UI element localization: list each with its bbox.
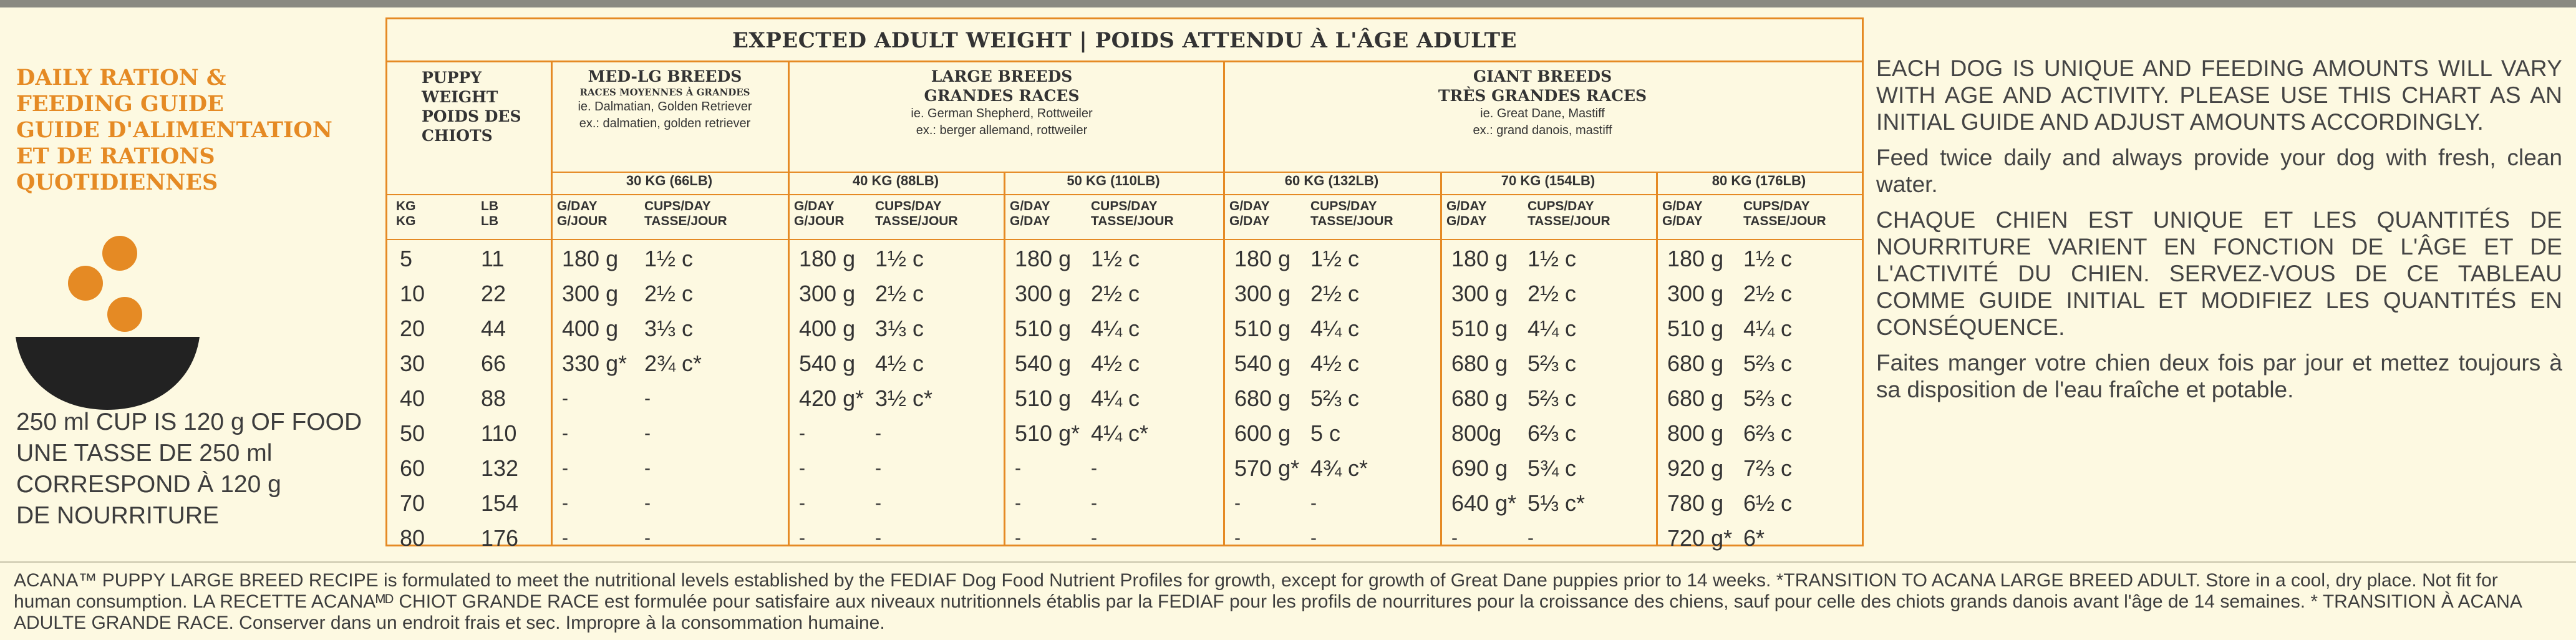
cups-per-day-cell: 2½ c xyxy=(1091,281,1140,306)
breed-header-giant xyxy=(1223,67,1862,139)
cups-per-day-cell: - xyxy=(875,423,881,444)
cups-per-day-cell: 4½ c xyxy=(1310,351,1360,376)
puppy-kg-cell: 50 xyxy=(400,420,425,446)
breed-example: ex.: grand danois, mastiff xyxy=(1473,124,1612,137)
cups-per-day-cell: 1½ c xyxy=(644,246,694,271)
puppy-lb-cell: 110 xyxy=(481,420,517,446)
bowl-shape xyxy=(16,337,200,410)
footer xyxy=(0,561,2576,640)
column-divider xyxy=(1656,172,1658,545)
grams-per-day-cell: 510 g xyxy=(1451,316,1508,341)
kibble-circle xyxy=(107,297,142,332)
cups-per-day-cell: 1½ c xyxy=(1310,246,1360,271)
cups-per-day-cell: 4½ c xyxy=(1091,351,1140,376)
cups-header xyxy=(1091,199,1174,229)
cups-per-day-cell: - xyxy=(1091,528,1097,548)
gday-header-line: G/DAY xyxy=(1229,199,1270,213)
food-bowl-icon xyxy=(12,232,206,413)
gday-header-line: G/DAY xyxy=(1446,199,1487,213)
cups-per-day-cell: - xyxy=(644,493,651,513)
cup-note xyxy=(16,407,378,531)
grams-per-day-cell: 540 g xyxy=(799,351,856,376)
cups-per-day-cell: 4¼ c xyxy=(1091,385,1140,411)
puppy-kg-cell: 40 xyxy=(400,385,425,411)
grams-per-day-cell: 510 g xyxy=(1015,385,1072,411)
weight-header: 80 KG (176LB) xyxy=(1712,173,1806,188)
cups-per-day-cell: 6* xyxy=(1743,525,1765,551)
gday-header xyxy=(1229,199,1270,229)
gday-header-line: G/JOUR xyxy=(794,214,845,228)
title-line: FEEDING GUIDE xyxy=(16,91,224,117)
gday-header xyxy=(1662,199,1703,229)
breed-example: ie. Great Dane, Mastiff xyxy=(1480,107,1605,120)
cups-per-day-cell: 4¼ c xyxy=(1743,316,1793,341)
grams-per-day-cell: 800g xyxy=(1451,420,1502,446)
puppy-kg-cell: 5 xyxy=(400,246,413,271)
grams-per-day-cell: 510 g xyxy=(1015,316,1072,341)
grams-per-day-cell: 680 g xyxy=(1451,351,1508,376)
puppy-kg-cell: 20 xyxy=(400,316,425,341)
cups-per-day-cell: 4¼ c xyxy=(1528,316,1577,341)
puppy-weight-line: WEIGHT xyxy=(422,88,498,106)
guidance-en: EACH DOG IS UNIQUE AND FEEDING AMOUNTS WILL VARY WITH AGE AND ACTIVITY. PLEASE USE THIS CHART AS AN INITIAL GUIDE AND ADJUST AMOUNTS ACCORDINGLY. xyxy=(1876,56,2562,135)
grams-per-day-cell: 570 g* xyxy=(1234,455,1300,481)
gday-header-line: G/DAY xyxy=(1010,214,1050,228)
grams-per-day-cell: - xyxy=(799,423,805,444)
grams-per-day-cell: 600 g xyxy=(1234,420,1291,446)
grams-per-day-cell: - xyxy=(1015,458,1021,478)
cups-per-day-cell: 5⅔ c xyxy=(1310,385,1360,411)
puppy-kg-cell: 60 xyxy=(400,455,425,481)
grams-per-day-cell: 680 g xyxy=(1234,385,1291,411)
grams-per-day-cell: 780 g xyxy=(1667,490,1724,516)
puppy-weight-line: POIDS DES xyxy=(422,107,521,125)
cups-per-day-cell: 5⅔ c xyxy=(1743,385,1793,411)
cups-header xyxy=(1743,199,1826,229)
grams-per-day-cell: - xyxy=(562,458,568,478)
cups-header-line: CUPS/DAY xyxy=(1743,199,1810,213)
column-divider xyxy=(1223,61,1225,545)
kg-header-line: KG xyxy=(396,214,416,228)
colheader-divider xyxy=(387,194,1862,195)
cups-header-line: TASSE/JOUR xyxy=(1310,214,1393,228)
grams-per-day-cell: 180 g xyxy=(799,246,856,271)
gday-header-line: G/DAY xyxy=(1010,199,1050,213)
cups-per-day-cell: 4¼ c xyxy=(1310,316,1360,341)
grams-per-day-cell: 180 g xyxy=(1451,246,1508,271)
cups-per-day-cell: - xyxy=(1091,493,1097,513)
cups-per-day-cell: 7⅔ c xyxy=(1743,455,1793,481)
left-panel xyxy=(0,7,387,550)
grams-per-day-cell: 640 g* xyxy=(1451,490,1517,516)
gday-header-line: G/DAY xyxy=(1446,214,1487,228)
cups-per-day-cell: 2½ c xyxy=(875,281,924,306)
puppy-lb-cell: 11 xyxy=(481,246,505,271)
cups-per-day-cell: 5⅔ c xyxy=(1528,351,1577,376)
cups-per-day-cell: - xyxy=(1310,528,1317,548)
grams-per-day-cell: - xyxy=(1451,528,1458,548)
cups-header xyxy=(1528,199,1610,229)
cup-note-line: 250 ml CUP IS 120 g OF FOOD xyxy=(16,409,362,435)
gday-header xyxy=(557,199,608,229)
cups-per-day-cell: 5 c xyxy=(1310,420,1341,446)
puppy-kg-cell: 80 xyxy=(400,525,425,551)
footer-text: ACANA™ PUPPY LARGE BREED RECIPE is formulated to meet the nutritional levels established by the FEDIAF Dog Food Nutrient Profiles for growth, except for growth of Great Dane puppies prior to 14 weeks. *TRANSITION TO ACANA LARGE BREED ADULT. Store in a cool, dry place. Not fit for human consumption. LA RECETTE ACANAᴹᴰ CHIOT GRANDE RACE est formulée pour satisfaire aux niveaux nutritionnels établis par la FEDIAF pour les profils de nourritures pour la croissance des chiens, sauf pour celle des chiots grands danois avant l'âge de 14 semaines. * TRANSITION À ACANA ADULTE GRANDE RACE. Conserver dans un endroit frais et sec. Impropre à la consommation humaine. xyxy=(14,570,2522,633)
grams-per-day-cell: 300 g xyxy=(799,281,856,306)
cups-per-day-cell: - xyxy=(644,423,651,444)
cups-per-day-cell: - xyxy=(1528,528,1534,548)
cups-per-day-cell: 1½ c xyxy=(1743,246,1793,271)
cups-per-day-cell: 5⅓ c* xyxy=(1528,490,1586,516)
breed-example: ie. Dalmatian, Golden Retriever xyxy=(578,100,752,114)
grams-per-day-cell: 300 g xyxy=(562,281,619,306)
feeding-note-en: Feed twice daily and always provide your dog with fresh, clean water. xyxy=(1876,145,2562,197)
title-line: QUOTIDIENNES xyxy=(16,170,218,195)
cups-header xyxy=(875,199,958,229)
grams-per-day-cell: 420 g* xyxy=(799,385,864,411)
title-line: ET DE RATIONS xyxy=(16,143,215,169)
cups-header-line: TASSE/JOUR xyxy=(1743,214,1826,228)
cups-per-day-cell: 6½ c xyxy=(1743,490,1793,516)
gday-header-line: G/JOUR xyxy=(557,214,608,228)
puppy-lb-cell: 44 xyxy=(481,316,506,341)
cup-note-line: DE NOURRITURE xyxy=(16,502,220,529)
grams-per-day-cell: 720 g* xyxy=(1667,525,1733,551)
title-line: DAILY RATION & xyxy=(16,65,226,90)
puppy-lb-cell: 154 xyxy=(481,490,519,516)
cups-per-day-cell: 3⅓ c xyxy=(875,316,924,341)
grams-per-day-cell: 300 g xyxy=(1234,281,1291,306)
grams-per-day-cell: 300 g xyxy=(1667,281,1724,306)
cups-header-line: TASSE/JOUR xyxy=(1528,214,1610,228)
breed-example: ex.: dalmatien, golden retriever xyxy=(579,117,751,130)
colheader-bottom-divider xyxy=(387,239,1862,240)
cups-per-day-cell: - xyxy=(1310,493,1317,513)
breed-name: GIANT BREEDS xyxy=(1473,67,1612,85)
grams-per-day-cell: - xyxy=(1015,528,1021,548)
grams-per-day-cell: 300 g xyxy=(1015,281,1072,306)
grams-per-day-cell: 690 g xyxy=(1451,455,1508,481)
kibble-circle xyxy=(68,266,103,301)
cups-per-day-cell: - xyxy=(1091,458,1097,478)
grams-per-day-cell: - xyxy=(562,493,568,513)
column-divider xyxy=(551,61,553,545)
cups-per-day-cell: 5⅔ c xyxy=(1743,351,1793,376)
grams-per-day-cell: - xyxy=(1234,528,1241,548)
cups-header-line: CUPS/DAY xyxy=(1091,199,1158,213)
grams-per-day-cell: 180 g xyxy=(1234,246,1291,271)
feeding-note-fr: Faites manger votre chien deux fois par jour et mettez toujours à sa disposition de l'eau fraîche et potable. xyxy=(1876,350,2562,402)
table-header: EXPECTED ADULT WEIGHT | POIDS ATTENDU À L'ÂGE ADULTE xyxy=(732,28,1518,53)
cups-per-day-cell: 5¾ c xyxy=(1528,455,1577,481)
weight-header: 30 KG (66LB) xyxy=(626,173,713,188)
cups-header-line: CUPS/DAY xyxy=(1528,199,1594,213)
puppy-kg-cell: 10 xyxy=(400,281,425,306)
puppy-lb-cell: 66 xyxy=(481,351,506,376)
breed-name: MED-LG BREEDS xyxy=(588,67,742,85)
cups-header xyxy=(644,199,727,229)
cups-per-day-cell: 1½ c xyxy=(1528,246,1577,271)
cups-per-day-cell: 2½ c xyxy=(1528,281,1577,306)
grams-per-day-cell: 300 g xyxy=(1451,281,1508,306)
gday-header-line: G/DAY xyxy=(1662,214,1703,228)
top-stripe xyxy=(0,0,2576,7)
cups-per-day-cell: 6⅔ c xyxy=(1743,420,1793,446)
cups-per-day-cell: 3½ c* xyxy=(875,385,933,411)
grams-per-day-cell: 400 g xyxy=(562,316,619,341)
grams-per-day-cell: 920 g xyxy=(1667,455,1724,481)
grams-per-day-cell: 510 g xyxy=(1667,316,1724,341)
gday-header-line: G/DAY xyxy=(1229,214,1270,228)
weight-header: 50 KG (110LB) xyxy=(1067,173,1160,188)
breed-header-med-lg xyxy=(550,67,780,132)
breed-sub: RACES MOYENNES À GRANDES xyxy=(579,87,750,98)
breed-name: LARGE BREEDS xyxy=(931,67,1073,85)
kg-header xyxy=(396,199,416,229)
gday-header xyxy=(1446,199,1487,229)
puppy-lb-cell: 88 xyxy=(481,385,506,411)
puppy-lb-cell: 176 xyxy=(481,525,519,551)
cups-per-day-cell: 5⅔ c xyxy=(1528,385,1577,411)
grams-per-day-cell: - xyxy=(799,493,805,513)
weight-header: 40 KG (88LB) xyxy=(852,173,939,188)
cups-per-day-cell: - xyxy=(644,528,651,548)
gday-header-line: G/DAY xyxy=(1662,199,1703,213)
grams-per-day-cell: 510 g xyxy=(1234,316,1291,341)
breed-example: ex.: berger allemand, rottweiler xyxy=(916,124,1088,137)
grams-per-day-cell: - xyxy=(1015,493,1021,513)
cups-per-day-cell: 2¾ c* xyxy=(644,351,702,376)
cups-per-day-cell: - xyxy=(875,528,881,548)
cups-per-day-cell: 3⅓ c xyxy=(644,316,694,341)
cups-per-day-cell: - xyxy=(644,388,651,409)
cups-per-day-cell: - xyxy=(875,493,881,513)
column-divider xyxy=(1440,172,1442,545)
kibble-circle xyxy=(102,236,137,271)
cups-per-day-cell: 6⅔ c xyxy=(1528,420,1577,446)
cups-per-day-cell: 4¾ c* xyxy=(1310,455,1368,481)
grams-per-day-cell: - xyxy=(1234,493,1241,513)
cups-header-line: CUPS/DAY xyxy=(875,199,942,213)
gday-header-line: G/DAY xyxy=(794,199,835,213)
breed-sub: GRANDES RACES xyxy=(924,87,1080,105)
cups-per-day-cell: - xyxy=(644,458,651,478)
cups-header-line: CUPS/DAY xyxy=(1310,199,1377,213)
cups-header-line: CUPS/DAY xyxy=(644,199,711,213)
kg-header-line: KG xyxy=(396,199,416,213)
cups-header-line: TASSE/JOUR xyxy=(1091,214,1174,228)
grams-per-day-cell: 400 g xyxy=(799,316,856,341)
right-panel xyxy=(1876,55,2562,412)
lb-header xyxy=(481,199,498,229)
gday-header-line: G/DAY xyxy=(557,199,598,213)
puppy-lb-cell: 22 xyxy=(481,281,506,306)
puppy-weight-line: CHIOTS xyxy=(422,127,493,145)
breed-header-large xyxy=(787,67,1217,139)
header-divider xyxy=(387,61,1862,62)
cups-header-line: TASSE/JOUR xyxy=(875,214,958,228)
feeding-table xyxy=(385,17,1864,551)
lb-header-line: LB xyxy=(481,214,498,228)
cup-note-line: UNE TASSE DE 250 ml xyxy=(16,440,273,467)
breed-example: ie. German Shepherd, Rottweiler xyxy=(911,107,1093,120)
column-divider xyxy=(788,61,790,545)
cups-per-day-cell: 2½ c xyxy=(1743,281,1793,306)
grams-per-day-cell: 180 g xyxy=(562,246,619,271)
cups-per-day-cell: 2½ c xyxy=(644,281,694,306)
puppy-kg-cell: 70 xyxy=(400,490,425,516)
grams-per-day-cell: 510 g* xyxy=(1015,420,1080,446)
cups-per-day-cell: - xyxy=(875,458,881,478)
cups-per-day-cell: 4¼ c* xyxy=(1091,420,1149,446)
puppy-kg-cell: 30 xyxy=(400,351,425,376)
puppy-lb-cell: 132 xyxy=(481,455,519,481)
cups-per-day-cell: 1½ c xyxy=(1091,246,1140,271)
puppy-weight-header xyxy=(422,68,546,145)
grams-per-day-cell: 680 g xyxy=(1667,351,1724,376)
grams-per-day-cell: - xyxy=(562,388,568,409)
title-line: GUIDE D'ALIMENTATION xyxy=(16,117,332,143)
grams-per-day-cell: 680 g xyxy=(1667,385,1724,411)
cups-per-day-cell: 1½ c xyxy=(875,246,924,271)
grams-per-day-cell: - xyxy=(562,528,568,548)
grams-per-day-cell: - xyxy=(562,423,568,444)
breed-sub: TRÈS GRANDES RACES xyxy=(1438,87,1647,105)
cup-note-line: CORRESPOND À 120 g xyxy=(16,471,281,498)
gday-header xyxy=(1010,199,1050,229)
guidance-fr: CHAQUE CHIEN EST UNIQUE ET LES QUANTITÉS DE NOURRITURE VARIENT EN FONCTION DE L'ÂGE ET DE L'ACTIVITÉ DU CHIEN. SERVEZ-VOUS DE CE TABLEAU COMME GUIDE INITIAL ET MODIFIEZ LES QUANTITÉS EN CONSÉQUENCE. xyxy=(1876,207,2562,340)
gday-header xyxy=(794,199,845,229)
guide-title xyxy=(16,65,384,196)
cups-per-day-cell: 4½ c xyxy=(875,351,924,376)
weight-header: 70 KG (154LB) xyxy=(1501,173,1595,188)
cups-per-day-cell: 2½ c xyxy=(1310,281,1360,306)
grams-per-day-cell: - xyxy=(799,528,805,548)
grams-per-day-cell: - xyxy=(799,458,805,478)
cups-header-line: TASSE/JOUR xyxy=(644,214,727,228)
grams-per-day-cell: 540 g xyxy=(1015,351,1072,376)
grams-per-day-cell: 330 g* xyxy=(562,351,627,376)
lb-header-line: LB xyxy=(481,199,498,213)
grams-per-day-cell: 540 g xyxy=(1234,351,1291,376)
cups-per-day-cell: 4¼ c xyxy=(1091,316,1140,341)
grams-per-day-cell: 680 g xyxy=(1451,385,1508,411)
puppy-weight-line: PUPPY xyxy=(422,69,482,87)
column-divider xyxy=(1004,172,1005,545)
grams-per-day-cell: 800 g xyxy=(1667,420,1724,446)
grams-per-day-cell: 180 g xyxy=(1667,246,1724,271)
weight-header: 60 KG (132LB) xyxy=(1284,173,1379,188)
cups-header xyxy=(1310,199,1393,229)
grams-per-day-cell: 180 g xyxy=(1015,246,1072,271)
